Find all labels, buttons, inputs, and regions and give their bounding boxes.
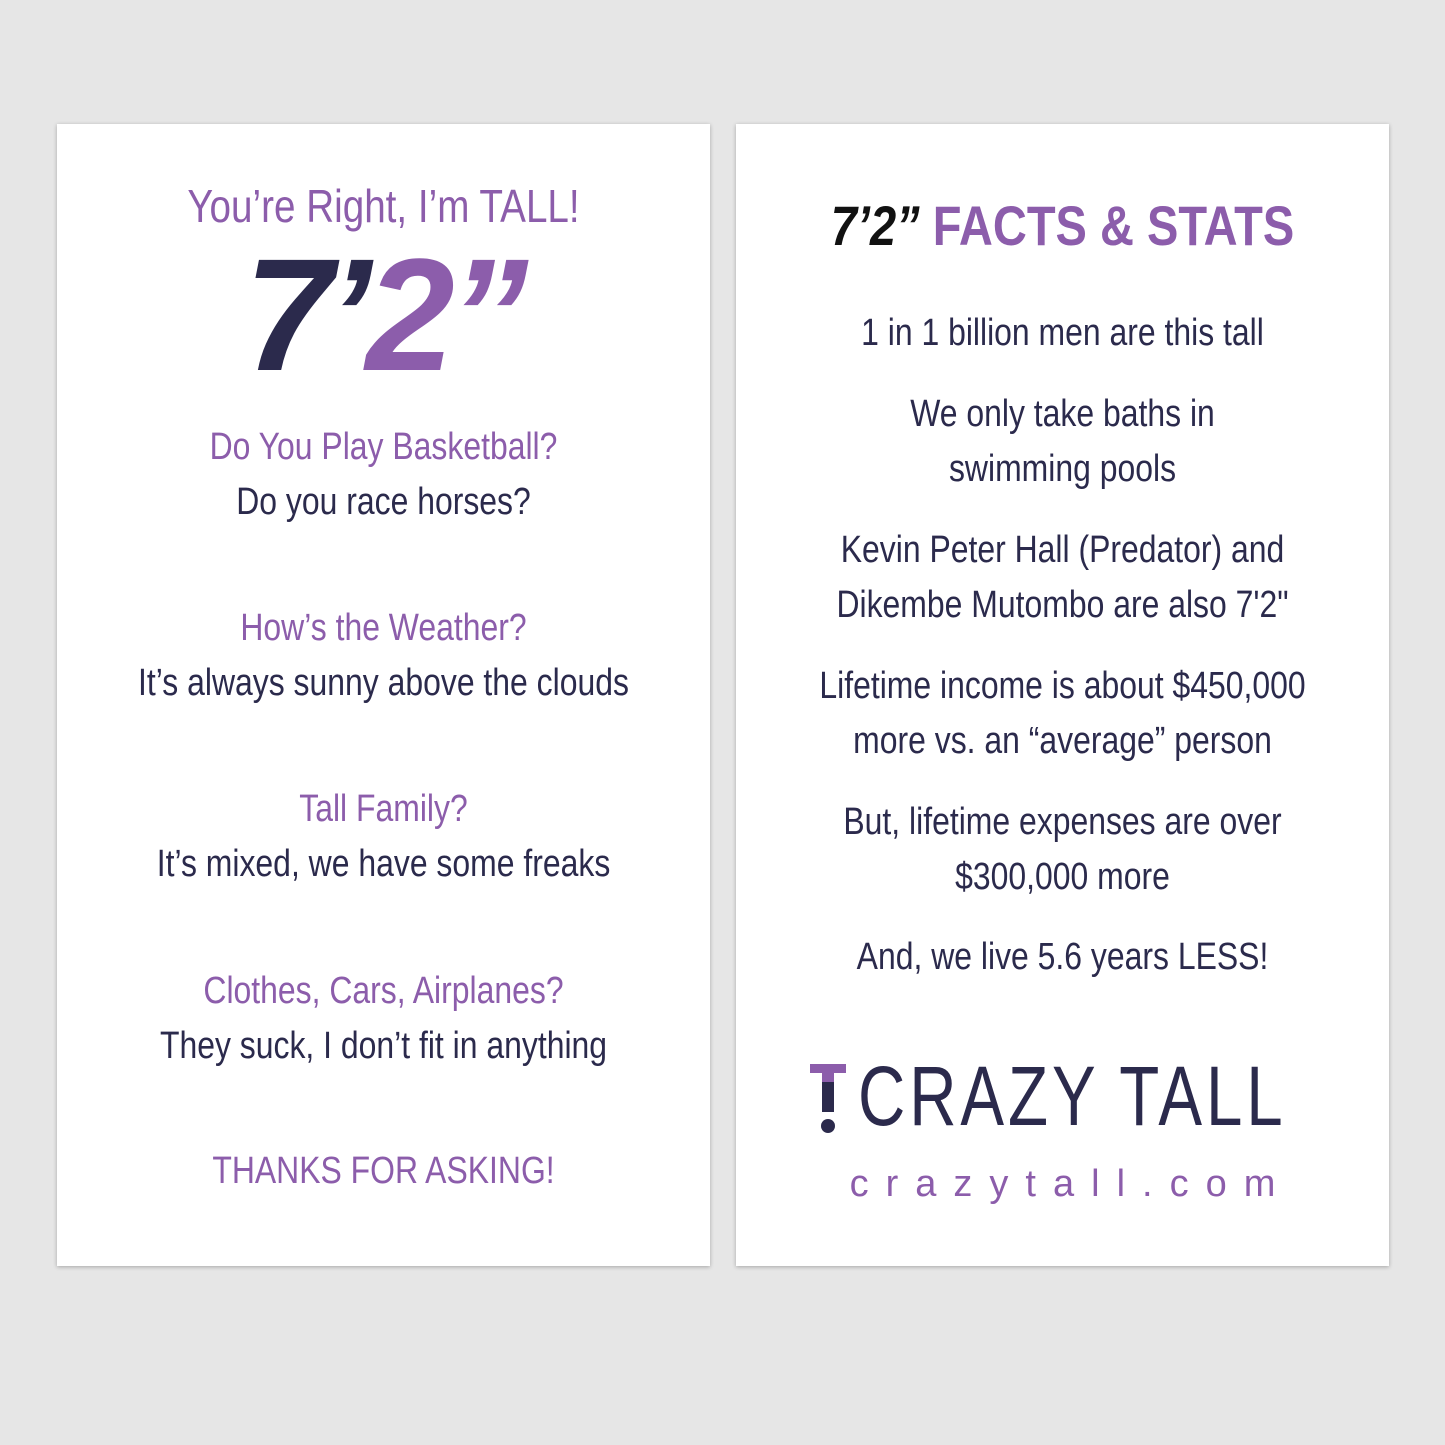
fact-line: 1 in 1 billion men are this tall xyxy=(861,312,1264,354)
fact-item xyxy=(736,659,1389,769)
height-display xyxy=(57,225,710,404)
fact-line: Lifetime income is about $450,000 xyxy=(819,665,1306,707)
qa-answer: Do you race horses? xyxy=(236,481,531,523)
facts-title xyxy=(736,194,1389,258)
fact-line: swimming pools xyxy=(948,448,1177,490)
closing-label: THANKS FOR ASKING! xyxy=(212,1150,555,1192)
height-inches: 2” xyxy=(365,225,523,404)
qa-answer: It’s mixed, we have some freaks xyxy=(156,843,611,885)
facts-title-line xyxy=(788,194,1337,258)
qa-item xyxy=(57,964,710,1074)
qa-question: Do You Play Basketball? xyxy=(209,426,558,468)
fact-item xyxy=(736,523,1389,633)
fact-item xyxy=(736,795,1389,905)
fact-item xyxy=(736,306,1389,361)
fact-item xyxy=(736,930,1389,985)
qa-question: How’s the Weather? xyxy=(240,607,527,649)
closing-text xyxy=(57,1144,710,1199)
qa-question: Clothes, Cars, Airplanes? xyxy=(203,970,564,1012)
fact-item xyxy=(736,387,1389,497)
left-card xyxy=(57,124,710,1266)
qa-item xyxy=(57,420,710,530)
qa-item xyxy=(57,782,710,892)
fact-line: But, lifetime expenses are over xyxy=(843,801,1282,843)
website-link[interactable]: crazytall.com xyxy=(849,1163,1293,1205)
crazy-tall-logo-mark-icon xyxy=(808,1060,848,1136)
qa-question: Tall Family? xyxy=(299,788,468,830)
fact-line: We only take baths in xyxy=(910,393,1215,435)
facts-title-height: 7’2” xyxy=(830,194,920,257)
fact-line: more vs. an “average” person xyxy=(853,720,1272,762)
qa-answer: They suck, I don’t fit in anything xyxy=(159,1025,608,1067)
fact-line: $300,000 more xyxy=(955,856,1170,898)
crazy-tall-logo xyxy=(736,1049,1389,1143)
height-feet: 7’ xyxy=(244,225,366,404)
fact-line: Kevin Peter Hall (Predator) and xyxy=(840,529,1285,571)
qa-answer: It’s always sunny above the clouds xyxy=(138,662,629,704)
greeting-text: You’re Right, I’m TALL! xyxy=(187,180,580,232)
fact-line: And, we live 5.6 years LESS! xyxy=(856,936,1269,978)
facts-title-label: FACTS & STATS xyxy=(932,194,1295,257)
right-card xyxy=(736,124,1389,1266)
logo-wordmark: CRAZY TALL xyxy=(857,1049,1287,1143)
qa-item xyxy=(57,601,710,711)
fact-line: Dikembe Mutombo are also 7'2" xyxy=(836,584,1289,626)
